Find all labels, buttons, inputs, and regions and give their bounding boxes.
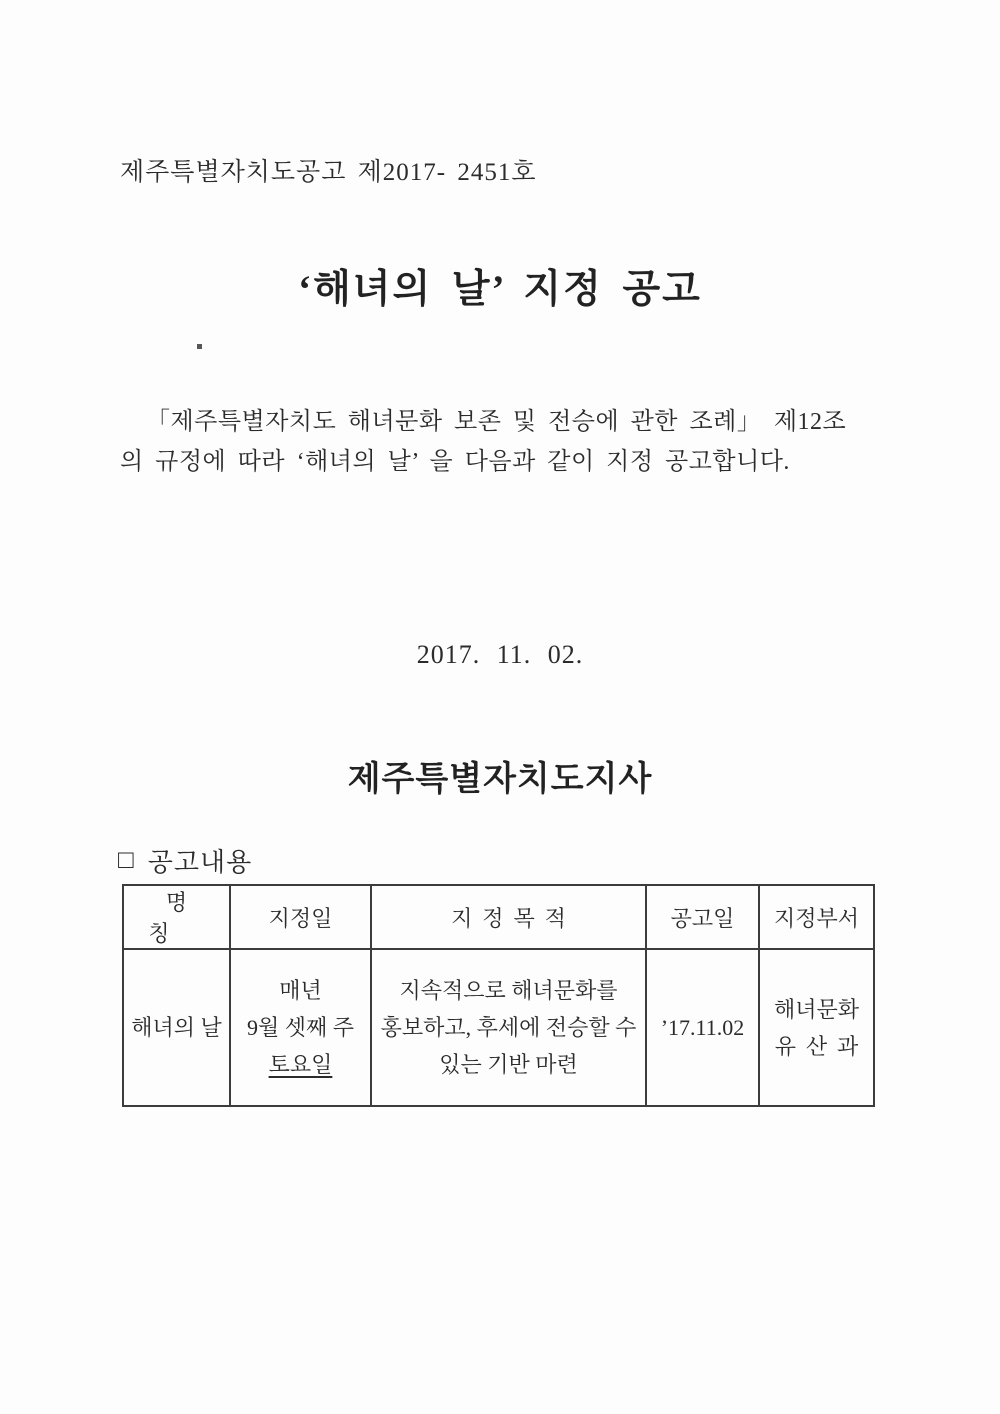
col-header-department: 지정부서 [759,885,874,949]
cell-notice-date [646,949,759,1106]
cell-purpose [371,949,646,1106]
col-header-purpose: 지정목적 [371,885,646,949]
section-title: 공고내용 [147,848,253,877]
col-header-designated-date: 지정일 [230,885,371,949]
signer-title: 제주특별자치도지사 [347,761,653,798]
table-header-row [123,885,874,949]
cell-name [123,949,230,1106]
section-header [118,842,252,879]
doc-title: ‘해녀의 날’ 지정 공고 [298,268,702,311]
designated-date-line: 9월 셋째 주 [246,1015,354,1040]
department-line: 유산과 [774,1033,869,1059]
announcement-date: 2017. 11. 02. [416,640,584,669]
scan-artifact-dot [197,344,202,349]
body-line-2: 의 규정에 따라 ‘해녀의 날’ 을 다음과 같이 지정 공고합니다. [120,449,790,475]
designated-date-line: 토요일 [268,1052,333,1077]
designated-date-line: 매년 [279,978,322,1003]
purpose-line: 홍보하고, 후세에 전승할 수 [380,1015,637,1040]
department-line: 해녀문화 [773,996,859,1022]
cell-name-text: 해녀의 날 [131,1015,222,1040]
table-row [123,949,874,1106]
cell-department [759,949,874,1106]
purpose-line: 있는 기반 마련 [439,1052,578,1077]
col-header-notice-date: 공고일 [646,885,759,949]
cell-designated-date [230,949,371,1106]
body-line-1: 「제주특별자치도 해녀문화 보존 및 전승에 관한 조례」 제12조 [146,409,847,435]
col-header-name: 명칭 [123,885,230,949]
body-paragraph [120,402,886,482]
notice-date-text: ’17.11.02 [660,1015,745,1040]
square-bullet-icon: □ [118,844,134,874]
notice-table [122,884,875,1107]
doc-number: 제주특별자치도공고 제2017- 2451호 [120,159,537,186]
purpose-line: 지속적으로 해녀문화를 [399,978,618,1003]
